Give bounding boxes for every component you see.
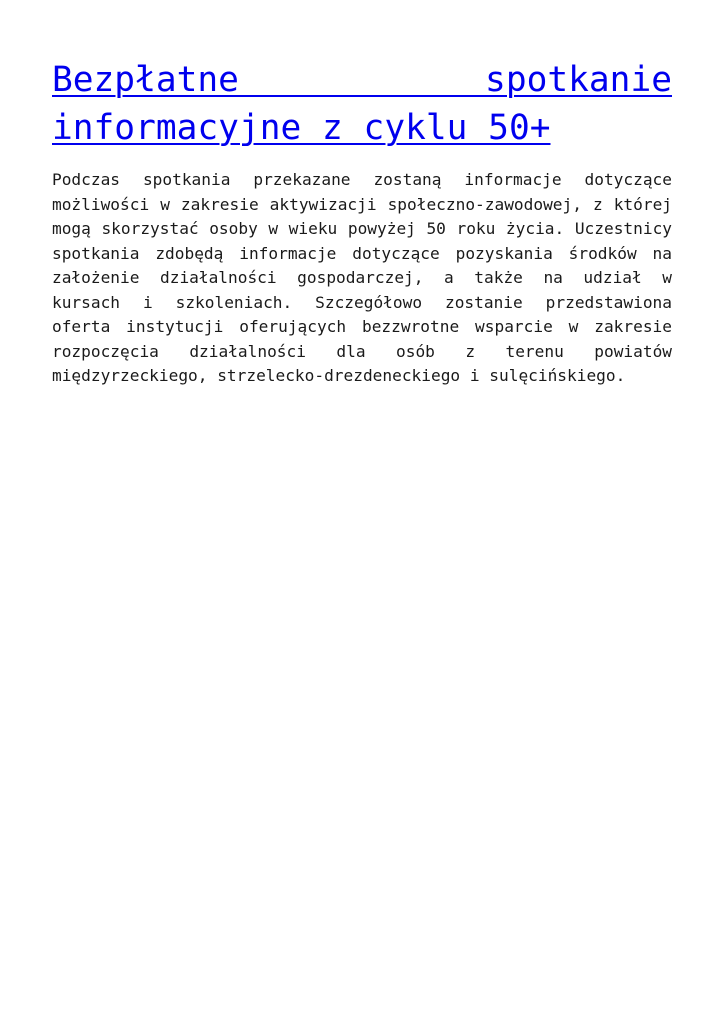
article bbox=[52, 56, 672, 389]
article-body: Podczas spotkania przekazane zostaną informacje dotyczące możliwości w zakresie aktywizacji społeczno-zawodowej, z której mogą skorzystać osoby w wieku powyżej 50 roku życia. Uczestnicy spotkania zdobędą informacje dotyczące pozyskania środków na założenie działalności gospodarczej, a także na udział w kursach i szkoleniach. Szczegółowo zostanie przedstawiona oferta instytucji oferujących bezzwrotne wsparcie w zakresie rozpoczęcia działalności dla osób z terenu powiatów międzyrzeckiego, strzelecko-drezdeneckiego i sulęcińskiego. bbox=[52, 170, 672, 385]
article-title bbox=[52, 56, 672, 152]
article-title-link[interactable]: Bezpłatne spotkanie informacyjne z cyklu 50+ bbox=[52, 60, 672, 148]
